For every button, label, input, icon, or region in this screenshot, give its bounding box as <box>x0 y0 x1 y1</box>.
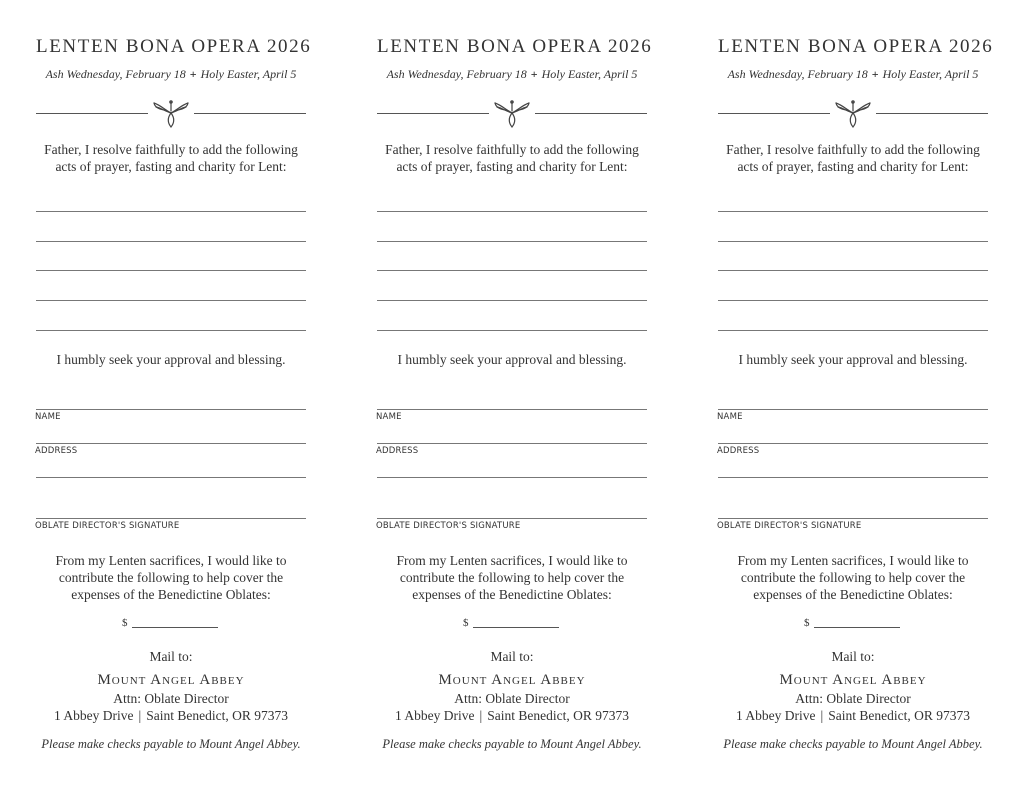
resolution-write-line[interactable] <box>36 270 306 271</box>
contribution-line: expenses of the Benedictine Oblates: <box>412 587 612 602</box>
pledge-card <box>376 0 653 791</box>
resolution-write-line[interactable] <box>718 270 988 271</box>
contribution-text <box>36 552 306 603</box>
signature-line[interactable] <box>718 518 988 519</box>
signature-label: OBLATE DIRECTOR'S SIGNATURE <box>717 521 862 531</box>
resolution-write-line[interactable] <box>718 211 988 212</box>
resolution-write-line[interactable] <box>377 270 647 271</box>
resolution-write-line[interactable] <box>377 241 647 242</box>
address-label: ADDRESS <box>717 446 760 456</box>
contribution-line: expenses of the Benedictine Oblates: <box>71 587 271 602</box>
dollar-sign: $ <box>804 617 810 629</box>
street-address: 1 Abbey Drive <box>395 708 475 723</box>
resolution-write-line[interactable] <box>377 330 647 331</box>
name-label: NAME <box>376 412 402 422</box>
resolution-write-line[interactable] <box>36 241 306 242</box>
mailing-address <box>36 708 306 724</box>
approval-text: I humbly seek your approval and blessing. <box>397 352 627 367</box>
divider-rule-left <box>36 113 148 114</box>
name-label: NAME <box>717 412 743 422</box>
ornament-divider <box>377 99 647 129</box>
name-label: NAME <box>35 412 61 422</box>
contribution-line: contribute the following to help cover the <box>740 570 966 585</box>
mail-to-label: Mail to: <box>831 649 875 664</box>
attention-line: Attn: Oblate Director <box>454 691 570 706</box>
resolution-write-line[interactable] <box>718 330 988 331</box>
address-line-2[interactable] <box>377 477 647 478</box>
checks-payable-note: Please make checks payable to Mount Angel Abbey. <box>382 737 642 751</box>
ash-wednesday-date: Ash Wednesday, February 18 <box>386 67 527 81</box>
resolution-write-line[interactable] <box>36 300 306 301</box>
street-address: 1 Abbey Drive <box>54 708 134 723</box>
card-title: LENTEN BONA OPERA 2026 <box>377 36 653 57</box>
divider-rule-right <box>194 113 306 114</box>
divider-rule-left <box>718 113 830 114</box>
attention-line: Attn: Oblate Director <box>795 691 911 706</box>
lenten-dates <box>718 67 988 82</box>
easter-date: Holy Easter, April 5 <box>541 67 638 81</box>
mail-to-label: Mail to: <box>149 649 193 664</box>
fleuron-ornament-icon <box>493 99 531 129</box>
resolution-intro-line: Father, I resolve faithfully to add the following <box>44 142 298 157</box>
contribution-line: From my Lenten sacrifices, I would like to <box>396 553 628 568</box>
address-line[interactable] <box>718 443 988 444</box>
contribution-line: contribute the following to help cover the <box>58 570 284 585</box>
dollar-sign: $ <box>463 617 469 629</box>
recipient-name: Mount Angel Abbey <box>438 672 586 688</box>
recipient-name: Mount Angel Abbey <box>779 672 927 688</box>
ash-wednesday-date: Ash Wednesday, February 18 <box>727 67 868 81</box>
resolution-intro-line: acts of prayer, fasting and charity for Lent: <box>396 159 628 174</box>
mailing-address <box>718 708 988 724</box>
city-state-zip: Saint Benedict, OR 97373 <box>487 708 629 723</box>
name-line[interactable] <box>36 409 306 410</box>
easter-date: Holy Easter, April 5 <box>200 67 297 81</box>
city-state-zip: Saint Benedict, OR 97373 <box>146 708 288 723</box>
name-line[interactable] <box>377 409 647 410</box>
mail-to-label: Mail to: <box>490 649 534 664</box>
dollar-sign: $ <box>122 617 128 629</box>
resolution-intro-line: Father, I resolve faithfully to add the following <box>385 142 639 157</box>
amount-line[interactable] <box>132 627 218 628</box>
resolution-intro-line: acts of prayer, fasting and charity for Lent: <box>55 159 287 174</box>
signature-label: OBLATE DIRECTOR'S SIGNATURE <box>376 521 521 531</box>
city-state-zip: Saint Benedict, OR 97373 <box>828 708 970 723</box>
address-line-2[interactable] <box>718 477 988 478</box>
easter-date: Holy Easter, April 5 <box>882 67 979 81</box>
resolution-write-line[interactable] <box>377 211 647 212</box>
plus-separator: + <box>871 67 879 81</box>
ash-wednesday-date: Ash Wednesday, February 18 <box>45 67 186 81</box>
recipient-name: Mount Angel Abbey <box>97 672 245 688</box>
amount-line[interactable] <box>814 627 900 628</box>
approval-text: I humbly seek your approval and blessing. <box>56 352 286 367</box>
signature-label: OBLATE DIRECTOR'S SIGNATURE <box>35 521 180 531</box>
approval-text: I humbly seek your approval and blessing. <box>738 352 968 367</box>
fleuron-ornament-icon <box>834 99 872 129</box>
signature-line[interactable] <box>377 518 647 519</box>
address-separator: | <box>820 708 824 723</box>
ornament-divider <box>718 99 988 129</box>
resolution-write-line[interactable] <box>36 211 306 212</box>
lenten-dates <box>36 67 306 82</box>
address-separator: | <box>479 708 483 723</box>
address-line-2[interactable] <box>36 477 306 478</box>
ornament-divider <box>36 99 306 129</box>
signature-line[interactable] <box>36 518 306 519</box>
plus-separator: + <box>530 67 538 81</box>
address-line[interactable] <box>36 443 306 444</box>
contribution-line: expenses of the Benedictine Oblates: <box>753 587 953 602</box>
checks-payable-note: Please make checks payable to Mount Angel Abbey. <box>723 737 983 751</box>
fleuron-ornament-icon <box>152 99 190 129</box>
resolution-intro-line: Father, I resolve faithfully to add the following <box>726 142 980 157</box>
pledge-card <box>717 0 994 791</box>
name-line[interactable] <box>718 409 988 410</box>
attention-line: Attn: Oblate Director <box>113 691 229 706</box>
resolution-write-line[interactable] <box>36 330 306 331</box>
plus-separator: + <box>189 67 197 81</box>
resolution-intro <box>377 141 647 175</box>
address-label: ADDRESS <box>376 446 419 456</box>
resolution-intro <box>718 141 988 175</box>
contribution-line: contribute the following to help cover the <box>399 570 625 585</box>
resolution-write-line[interactable] <box>718 300 988 301</box>
card-title: LENTEN BONA OPERA 2026 <box>36 36 312 57</box>
lenten-dates <box>377 67 647 82</box>
resolution-intro <box>36 141 306 175</box>
address-line[interactable] <box>377 443 647 444</box>
divider-rule-right <box>876 113 988 114</box>
contribution-text <box>718 552 988 603</box>
card-title: LENTEN BONA OPERA 2026 <box>718 36 994 57</box>
divider-rule-left <box>377 113 489 114</box>
divider-rule-right <box>535 113 647 114</box>
amount-line[interactable] <box>473 627 559 628</box>
resolution-write-line[interactable] <box>718 241 988 242</box>
checks-payable-note: Please make checks payable to Mount Angel Abbey. <box>41 737 301 751</box>
mailing-address <box>377 708 647 724</box>
contribution-line: From my Lenten sacrifices, I would like to <box>55 553 287 568</box>
resolution-write-line[interactable] <box>377 300 647 301</box>
street-address: 1 Abbey Drive <box>736 708 816 723</box>
resolution-intro-line: acts of prayer, fasting and charity for Lent: <box>737 159 969 174</box>
address-separator: | <box>138 708 142 723</box>
address-label: ADDRESS <box>35 446 78 456</box>
contribution-text <box>377 552 647 603</box>
pledge-card <box>35 0 312 791</box>
contribution-line: From my Lenten sacrifices, I would like to <box>737 553 969 568</box>
